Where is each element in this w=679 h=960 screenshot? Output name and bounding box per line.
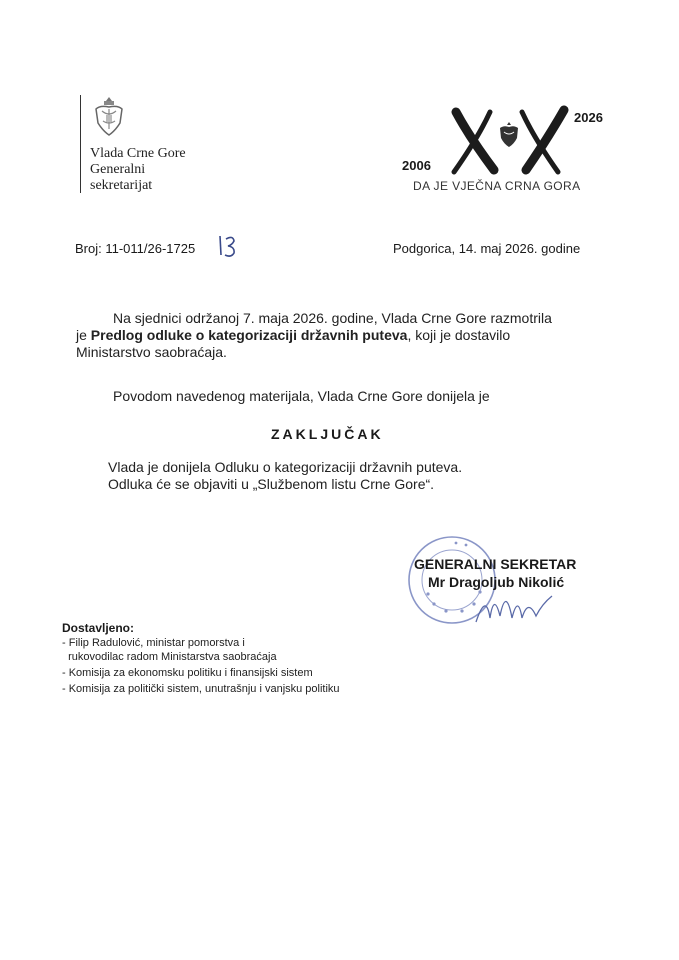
org-line-3: sekretarijat [90, 178, 153, 193]
place-date: Podgorica, 14. maj 2026. godine [393, 241, 581, 256]
logo-year-end: 2026 [574, 110, 603, 125]
distribution-line-4: - Komisija za politički sistem, unutrašnju i vanjsku politiku [62, 683, 340, 695]
logo-year-start: 2006 [402, 158, 431, 173]
distribution-line-3: - Komisija za ekonomsku politiku i finansijski sistem [62, 667, 313, 679]
org-line-1: Vlada Crne Gore [90, 146, 186, 161]
conclusion-line-1: Vlada je donijela Odluku o kategorizaciji državnih puteva. [108, 459, 463, 475]
signatory-name: Mr Dragoljub Nikolić [428, 574, 565, 590]
body-line-2 [76, 327, 606, 344]
distribution-line-1: - Filip Radulović, ministar pomorstva i [62, 637, 245, 649]
body-line-2-prefix: je [76, 327, 91, 343]
reference-number: Broj: 11-011/26-1725 [75, 241, 196, 256]
distribution-line-2: rukovodilac radom Ministarstva saobraćaja [62, 651, 277, 663]
coat-of-arms-icon [92, 95, 126, 139]
header-vertical-rule [80, 95, 81, 193]
body-line-3: Ministarstvo saobraćaja. [76, 344, 227, 360]
conclusion-heading: ZAKLJUČAK [271, 426, 384, 442]
conclusion-line-2: Odluka će se objaviti u „Službenom listu Crne Gore“. [108, 476, 435, 492]
body-line-2-suffix: , koji je dostavilo [407, 327, 511, 343]
org-line-2: Generalni [90, 162, 146, 177]
body-line-4: Povodom navedenog materijala, Vlada Crne Gore donijela je [113, 388, 490, 404]
proposal-title: Predlog odluke o kategorizaciji državnih puteva [90, 327, 408, 343]
distribution-title: Dostavljeno: [62, 621, 135, 635]
signatory-title: GENERALNI SEKRETAR [414, 556, 577, 572]
logo-motto: DA JE VJEČNA CRNA GORA [413, 179, 581, 193]
handwritten-mark [217, 233, 239, 259]
body-line-1: Na sjednici održanoj 7. maja 2026. godine, Vlada Crne Gore razmotrila [113, 310, 552, 326]
